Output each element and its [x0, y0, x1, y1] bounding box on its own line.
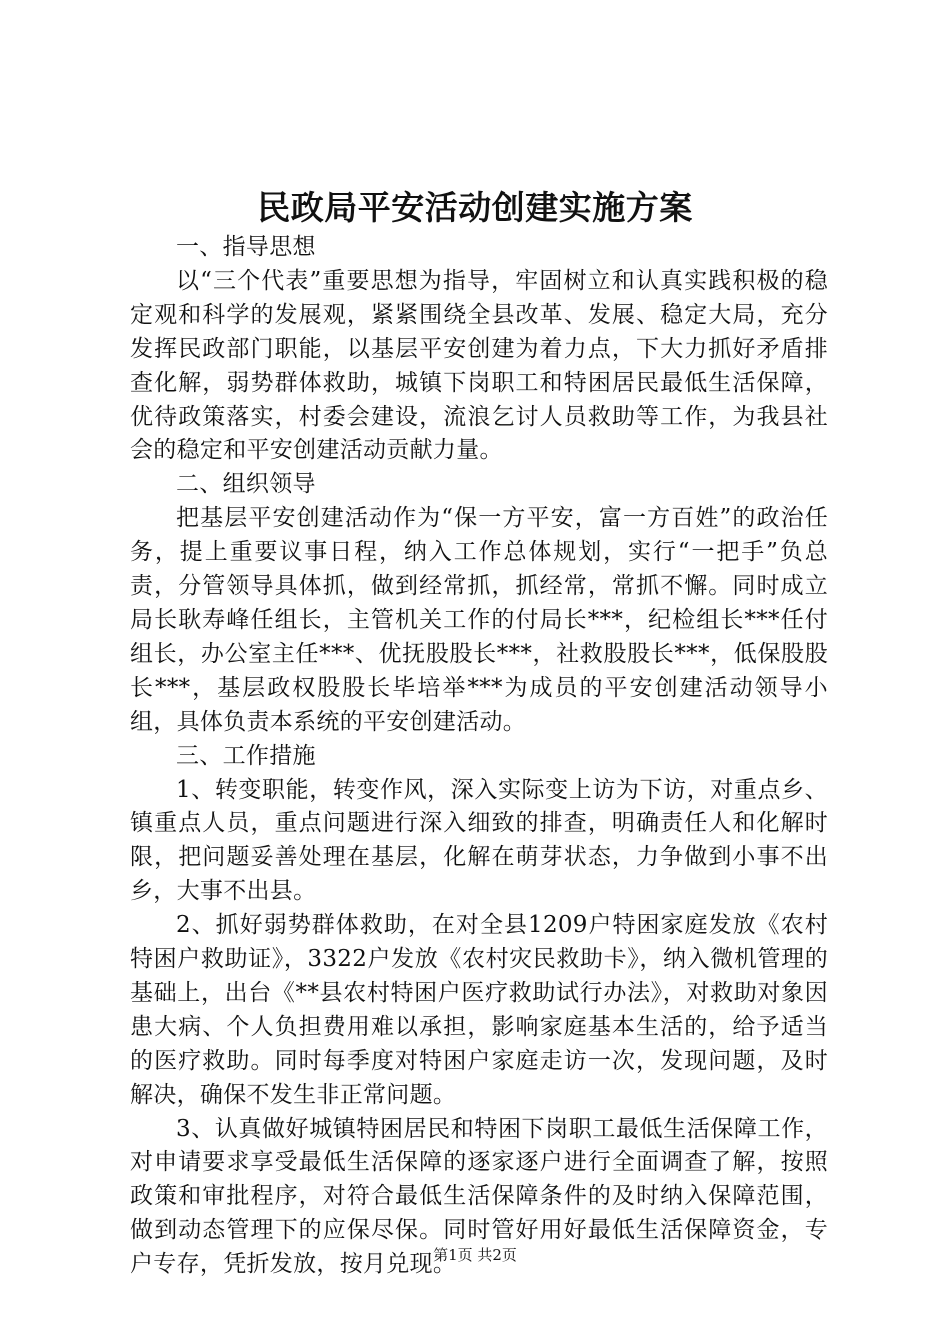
paragraph-organization: 把基层平安创建活动作为“保一方平安，富一方百姓”的政治任务，提上重要议事日程，纳入工作总体规划，实行“一把手”负总责，分管领导具体抓，做到经常抓，抓经常，常抓不懈。同时成立局长耿寿峰任组长，主管机关工作的付局长***，纪检组长***任付组长，办公室主任***、优抚股股长***，社救股股长***，低保股股长***，基层政权股股长毕培举***为成员的平安创建活动领导小组，具体负责本系统的平安创建活动。 [130, 505, 828, 735]
document-body [130, 231, 828, 1282]
section-heading-organization: 二、组织领导 [176, 471, 316, 498]
paragraph-measure-3: 3、认真做好城镇特困居民和特困下岗职工最低生活保障工作，对申请要求享受最低生活保障的逐家逐户进行全面调查了解，按照政策和审批程序，对符合最低生活保障条件的及时纳入保障范围，做到动态管理下的应保尽保。同时管好用好最低生活保障资金，专户专存，凭折发放，按月兑现。 [130, 1115, 828, 1278]
paragraph-measure-2: 2、抓好弱势群体救助，在对全县1209户特困家庭发放《农村特困户救助证》，3322户发放《农村灾民救助卡》，纳入微机管理的基础上，出台《**县农村特困户医疗救助试行办法》，对救助对象因患大病、个人负担费用难以承担，影响家庭基本生活的，给予适当的医疗救助。同时每季度对特困户家庭走访一次，发现问题，及时解决，确保不发生非正常问题。 [130, 912, 828, 1108]
page-footer: 第1页 共2页 [433, 1246, 517, 1264]
section-heading-guiding-ideology: 一、指导思想 [176, 234, 316, 260]
paragraph-guiding-ideology: 以“三个代表”重要思想为指导，牢固树立和认真实践积极的稳定观和科学的发展观，紧紧围绕全县改革、发展、稳定大局，充分发挥民政部门职能，以基层平安创建为着力点，下大力抓好矛盾排查化解，弱势群体救助，城镇下岗职工和特困居民最低生活保障，优待政策落实，村委会建设，流浪乞讨人员救助等工作，为我县社会的稳定和平安创建活动贡献力量。 [130, 267, 828, 464]
document-title: 民政局平安活动创建实施方案 [257, 188, 693, 227]
paragraph-measure-1: 1、转变职能，转变作风，深入实际变上访为下访，对重点乡、镇重点人员，重点问题进行深入细致的排查，明确责任人和化解时限，把问题妥善处理在基层，化解在萌芽状态，力争做到小事不出乡，大事不出县。 [130, 776, 828, 905]
section-heading-work-measures: 三、工作措施 [176, 742, 316, 769]
